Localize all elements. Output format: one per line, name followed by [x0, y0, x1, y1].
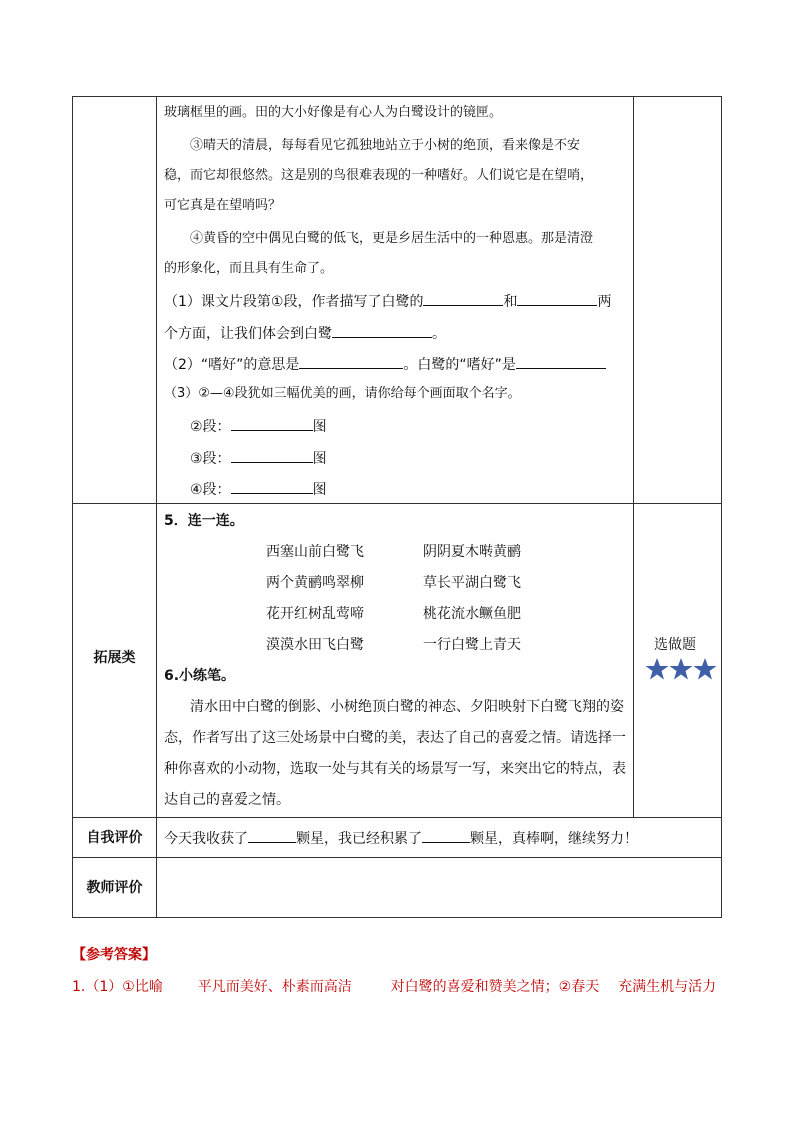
poem-right: 草长平湖白鹭飞 [423, 575, 521, 591]
question-1 [164, 290, 611, 313]
answer-blank[interactable] [423, 290, 503, 306]
question-text: ②段： [190, 419, 231, 435]
question-5-title: 5．连一连。 [164, 513, 244, 529]
column-divider [633, 97, 634, 817]
answer-blank[interactable] [231, 415, 313, 431]
question-6-text: 种你喜欢的小动物，选取一处与其有关的场景写一写，来突出它的特点，表 [164, 761, 626, 777]
answers-line [72, 976, 716, 996]
question-6-title: 6.小练笔。 [164, 668, 236, 684]
poem-right: 桃花流水鳜鱼肥 [423, 606, 521, 622]
question-3-item [190, 478, 327, 501]
answer-text: 对白鹭的喜爱和赞美之情；②春天 [390, 979, 600, 995]
answer-blank[interactable] [516, 353, 606, 369]
answer-blank[interactable] [332, 322, 432, 338]
star-icon [645, 657, 669, 681]
question-text: 和 [503, 294, 518, 310]
poem-left: 花开红树乱莺啼 [266, 606, 364, 622]
answer-blank[interactable] [299, 353, 403, 369]
question-3: （3）②—④段犹如三幅优美的画，请你给每个画面取个名字。 [164, 386, 521, 401]
question-3-item [190, 415, 327, 438]
poem-left: 漠漠水田飞白鹭 [266, 637, 364, 653]
self-eval-label: 自我评价 [86, 830, 143, 846]
optional-label: 选做题 [654, 637, 696, 653]
poem-left: 两个黄鹂鸣翠柳 [266, 575, 364, 591]
question-text: 。白鹭的“嗜好”是 [403, 357, 516, 373]
question-text: （1）课文片段第①段，作者描写了白鹭的 [164, 294, 424, 310]
column-divider [156, 97, 157, 917]
question-text: 两 [597, 294, 612, 310]
poem-left: 西塞山前白鹭飞 [266, 544, 364, 560]
star-icon [669, 657, 693, 681]
question-text: 图 [312, 482, 327, 498]
star-icon [693, 657, 717, 681]
answer-text: 平凡而美好、朴素而高洁 [197, 979, 352, 995]
answer-text: 充满生机与活力 [618, 979, 717, 995]
answer-blank[interactable] [248, 827, 296, 843]
extension-label: 拓展类 [93, 650, 136, 666]
poem-right: 阴阴夏木啭黄鹂 [423, 544, 521, 560]
passage-line: ④黄昏的空中偶见白鹭的低飞，更是乡居生活中的一种恩惠。那是清澄 [190, 231, 594, 246]
answer-blank[interactable] [231, 478, 313, 494]
answer-blank[interactable] [422, 827, 470, 843]
question-6-text: 达自己的喜爱之情。 [164, 792, 290, 808]
answer-blank[interactable] [517, 290, 597, 306]
question-text: 图 [312, 451, 327, 467]
question-text: （2）“嗜好”的意思是 [164, 357, 300, 373]
poem-right: 一行白鹭上青天 [423, 637, 521, 653]
question-text: 个方面，让我们体会到白鹭 [164, 326, 332, 342]
question-2 [164, 353, 606, 376]
passage-line: 稳，而它却很悠然。这是别的鸟很难表现的一种嗜好。人们说它是在望哨， [164, 168, 594, 183]
question-6-text: 清水田中白鹭的倒影、小树绝顶白鹭的神态、夕阳映射下白鹭飞翔的姿 [190, 699, 624, 715]
passage-line: 可它真是在望哨吗？ [164, 198, 282, 213]
row-divider [73, 817, 721, 818]
answer-blank[interactable] [231, 447, 313, 463]
teacher-eval-label: 教师评价 [86, 880, 143, 896]
passage-line: ③晴天的清晨，每每看见它孤独地站立于小树的绝顶，看来像是不安 [190, 138, 581, 153]
question-text: 。 [432, 326, 446, 342]
eval-text: 颗星，真棒啊，继续努力！ [470, 831, 638, 847]
eval-text: 今天我收获了 [164, 831, 248, 847]
self-eval-text [164, 827, 638, 850]
row-divider [73, 857, 721, 858]
question-text: 图 [312, 419, 327, 435]
question-1-cont [164, 322, 446, 345]
question-3-item [190, 447, 327, 470]
row-divider [73, 503, 721, 504]
passage-line: 玻璃框里的画。田的大小好像是有心人为白鹭设计的镜匣。 [164, 105, 503, 120]
answers-title: 【参考答案】 [72, 947, 156, 963]
eval-text: 颗星，我已经积累了 [296, 831, 422, 847]
answer-text: 1.（1）①比喻 [72, 979, 163, 995]
question-text: ④段： [190, 482, 231, 498]
passage-line: 的形象化，而且具有生命了。 [164, 261, 334, 276]
question-6-text: 态，作者写出了这三处场景中白鹭的美，表达了自己的喜爱之情。请选择一 [164, 730, 626, 746]
question-text: ③段： [190, 451, 231, 467]
star-rating [645, 657, 717, 681]
